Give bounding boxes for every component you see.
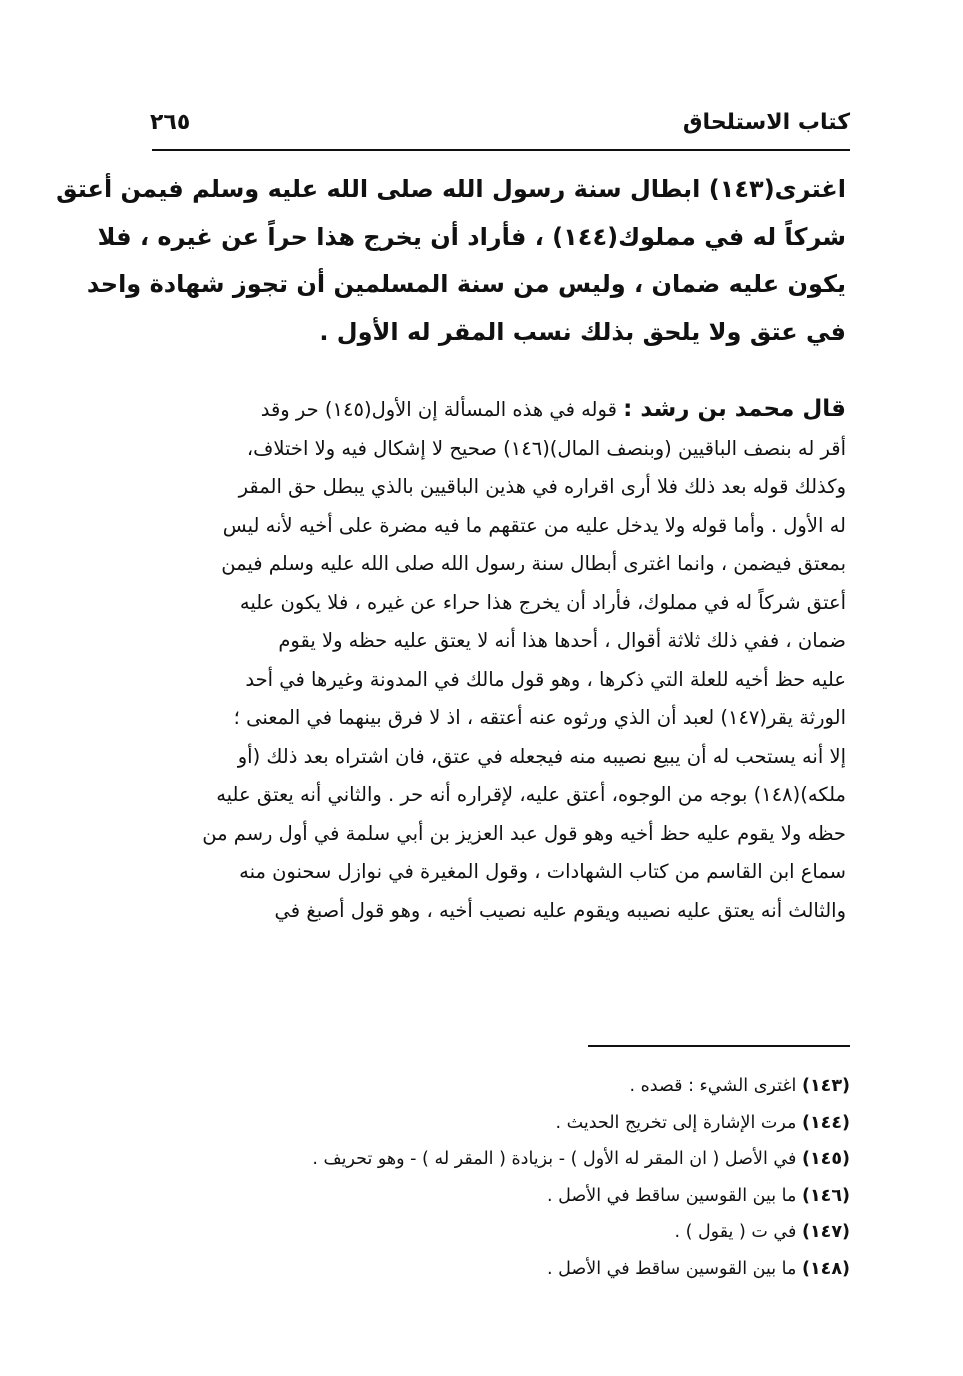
header-rule: [152, 149, 850, 151]
footnote-rule: [588, 1045, 850, 1047]
text-line: يكون عليه ضمان ، وليس من سنة المسلمين أن تجوز شهادة واحد: [86, 270, 846, 298]
text-line-rest: قوله في هذه المسألة إن الأول(١٤٥) حر وقد: [260, 398, 617, 421]
footnote-text: مرت الإشارة إلى تخريج الحديث .: [555, 1112, 797, 1133]
running-header: [150, 100, 850, 144]
page-number: ٢٦٥: [150, 109, 191, 135]
text-line: بمعتق فيضمن ، وانما اغترى أبطال سنة رسول الله صلى الله عليه وسلم فيمن: [221, 552, 846, 575]
footnote-147: [158, 1214, 850, 1251]
footnote-text: اغترى الشيء : قصده .: [629, 1076, 797, 1096]
text-line: له الأول . وأما قوله ولا يدخل عليه من عتقهم ما فيه مضرة على أخيه لأنه ليس: [222, 513, 846, 537]
text-line: الورثة يقر(١٤٧) لعبد أن الذي ورثوه عنه أعتقه ، اذ لا فرق بينهما في المعنى ؛: [233, 706, 846, 729]
footnote-144: [158, 1105, 850, 1142]
footnote-number: (١٤٦): [801, 1185, 850, 1206]
paragraph-continuation: [56, 166, 846, 356]
footnote-145: [158, 1141, 850, 1178]
book-title: كتاب الاستلحاق: [682, 109, 850, 135]
text-line: ضمان ، ففي ذلك ثلاثة أقوال ، أحدها هذا أنه لا يعتق عليه حظه ولا يقوم: [278, 629, 846, 652]
text-line: حظه ولا يقوم عليه حظ أخيه وهو قول عبد العزيز بن أبي سلمة في أول رسم من: [202, 821, 846, 845]
text-line: أقر له بنصف الباقيين (وبنصف المال)(١٤٦) صحيح لا إشكال فيه ولا اختلاف،: [246, 436, 846, 460]
text-line: سماع ابن القاسم من كتاب الشهادات ، وقول المغيرة في نوازل سحنون منه: [239, 860, 846, 883]
footnote-text: في ت ( يقول ) .: [674, 1222, 797, 1242]
footnote-146: [158, 1178, 850, 1215]
text-line: عليه حظ أخيه للعلة التي ذكرها ، وهو قول مالك في المدونة وغيرها في أحد: [245, 667, 846, 691]
text-line: اغترى(١٤٣) ابطال سنة رسول الله صلى الله عليه وسلم فيمن أعتق: [56, 175, 846, 203]
footnote-text: ما بين القوسين ساقط في الأصل .: [547, 1185, 797, 1206]
footnote-number: (١٤٧): [801, 1222, 850, 1242]
text-line: أعتق شركاً له في مملوك، فأراد أن يخرج هذا حراء عن غيره ، فلا يكون عليه: [239, 590, 846, 614]
footnote-text: ما بين القوسين ساقط في الأصل .: [547, 1258, 797, 1279]
commentary-lead: قال محمد بن رشد :: [623, 396, 846, 422]
footnotes: [158, 1068, 850, 1287]
footnote-text: في الأصل ( ان المقر له الأول ) - بزيادة ( المقر له ) - وهو تحريف .: [312, 1149, 797, 1169]
text-line: [158, 390, 846, 430]
text-line: ملكه)(١٤٨) بوجه من الوجوه، أعتق عليه، لإقراره أنه حر . والثاني أنه يعتق عليه: [216, 783, 846, 806]
footnote-number: (١٤٥): [801, 1149, 850, 1169]
footnote-number: (١٤٨): [801, 1258, 850, 1279]
text-line: في عتق ولا يلحق بذلك نسب المقر له الأول .: [319, 317, 846, 346]
text-line: إلا أنه يستحب له أن يبيع نصيبه منه فيجعله في عتق، فان اشتراه بعد ذلك (أو: [237, 744, 846, 768]
text-line: والثالث أنه يعتق عليه نصيبه ويقوم عليه نصيب أخيه ، وهو قول أصبغ في: [274, 898, 846, 922]
commentary-paragraph: [158, 390, 846, 930]
text-line: وكذلك قوله بعد ذلك فلا أرى اقراره في هذين الباقيين بالذي يبطل حق المقر: [238, 475, 846, 498]
footnote-143: [158, 1068, 850, 1105]
footnote-number: (١٤٤): [801, 1112, 850, 1133]
footnote-number: (١٤٣): [801, 1076, 850, 1096]
footnote-148: [158, 1251, 850, 1288]
text-line: شركاً له في مملوك(١٤٤) ، فأراد أن يخرج هذا حراً عن غيره ، فلا: [97, 222, 846, 251]
